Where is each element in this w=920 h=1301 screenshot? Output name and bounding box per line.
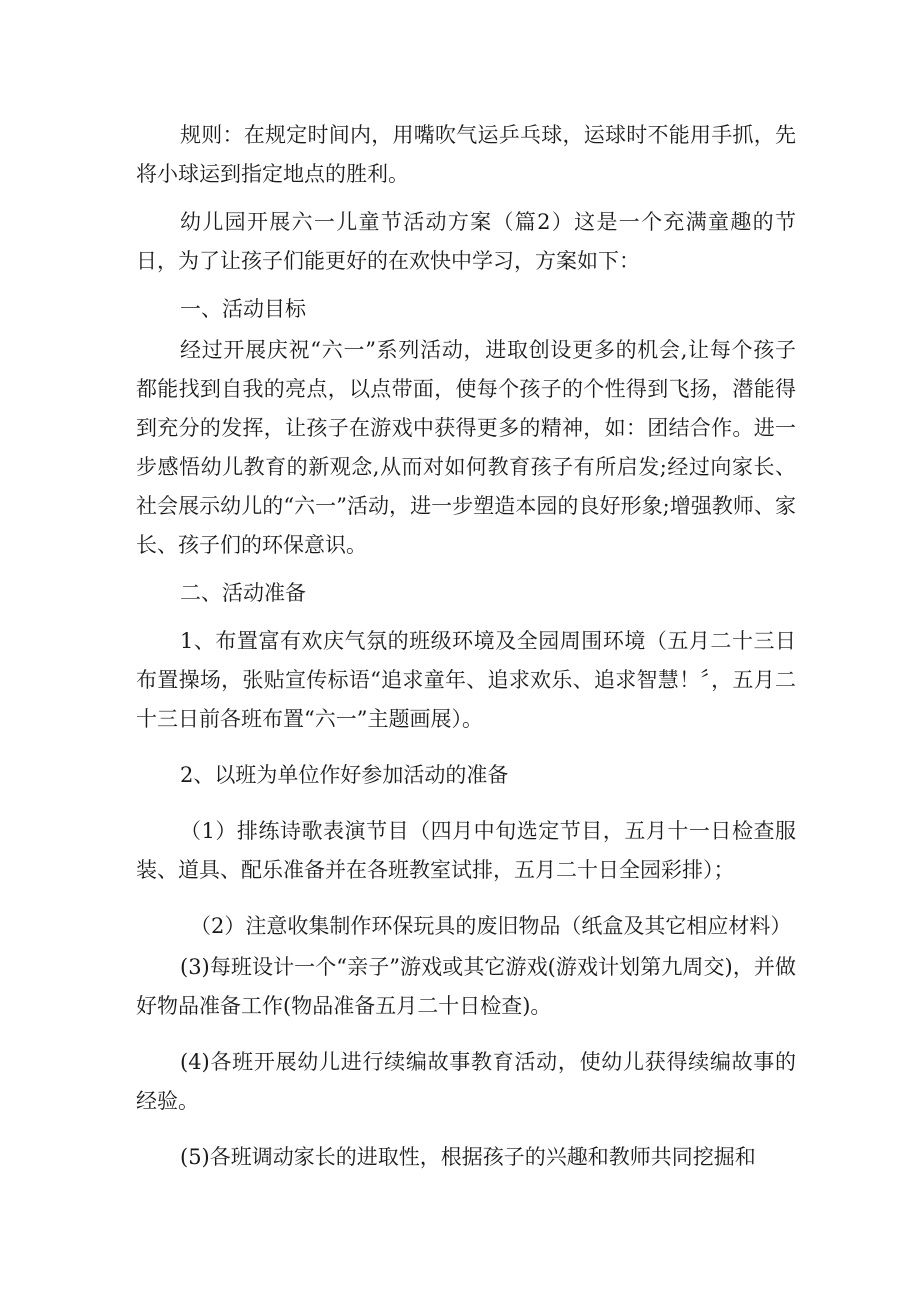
document-body <box>136 116 796 1186</box>
list-item-preparation-2-5: (5)各班调动家长的进取性，根据孩子的兴趣和教师共同挖掘和 <box>180 1145 756 1169</box>
paragraph-rules: 规则：在规定时间内，用嘴吹气运乒乓球，运球时不能用手抓，先将小球运到指定地点的胜利。 <box>136 123 796 186</box>
list-item-preparation-2-3: (3)每班设计一个“亲子”游戏或其它游戏(游戏计划第九周交)，并做好物品准备工作(物品准备五月二十日检查)。 <box>136 955 796 1018</box>
list-item-preparation-2-2: （2）注意收集制作环保玩具的废旧物品（纸盒及其它相应材料） <box>190 914 792 938</box>
paragraph-preparation-1: 1、布置富有欢庆气氛的班级环境及全园周围环境（五月二十三日布置操场，张贴宣传标语“追求童年、追求欢乐、追求智慧！〞，五月二十三日前各班布置“六一”主题画展）。 <box>136 629 796 731</box>
heading-activity-preparation: 二、活动准备 <box>180 581 306 605</box>
heading-activity-goal: 一、活动目标 <box>180 297 306 321</box>
list-item-preparation-2-4: (4)各班开展幼儿进行续编故事教育活动，使幼儿获得续编故事的经验。 <box>136 1050 796 1113</box>
paragraph-preparation-2: 2、以班为单位作好参加活动的准备 <box>180 763 509 787</box>
paragraph-activity-goal: 经过开展庆祝“六一”系列活动，进取创设更多的机会,让每个孩子都能找到自我的亮点，以点带面，使每个孩子的个性得到飞扬，潜能得到充分的发挥，让孩子在游戏中获得更多的精神，如：团结合作。进一步感悟幼儿教育的新观念,从而对如何教育孩子有所启发;经过向家长、社会展示幼儿的“六一”活动，进一步塑造本园的良好形象;增强教师、家长、孩子们的环保意识。 <box>136 338 796 557</box>
paragraph-plan-intro: 幼儿园开展六一儿童节活动方案（篇2）这是一个充满童趣的节日，为了让孩子们能更好的在欢快中学习，方案如下： <box>136 210 796 273</box>
list-item-preparation-2-1: （1）排练诗歌表演节目（四月中旬选定节目，五月十一日检查服装、道具、配乐准备并在各班教室试排，五月二十日全园彩排）； <box>136 819 796 882</box>
